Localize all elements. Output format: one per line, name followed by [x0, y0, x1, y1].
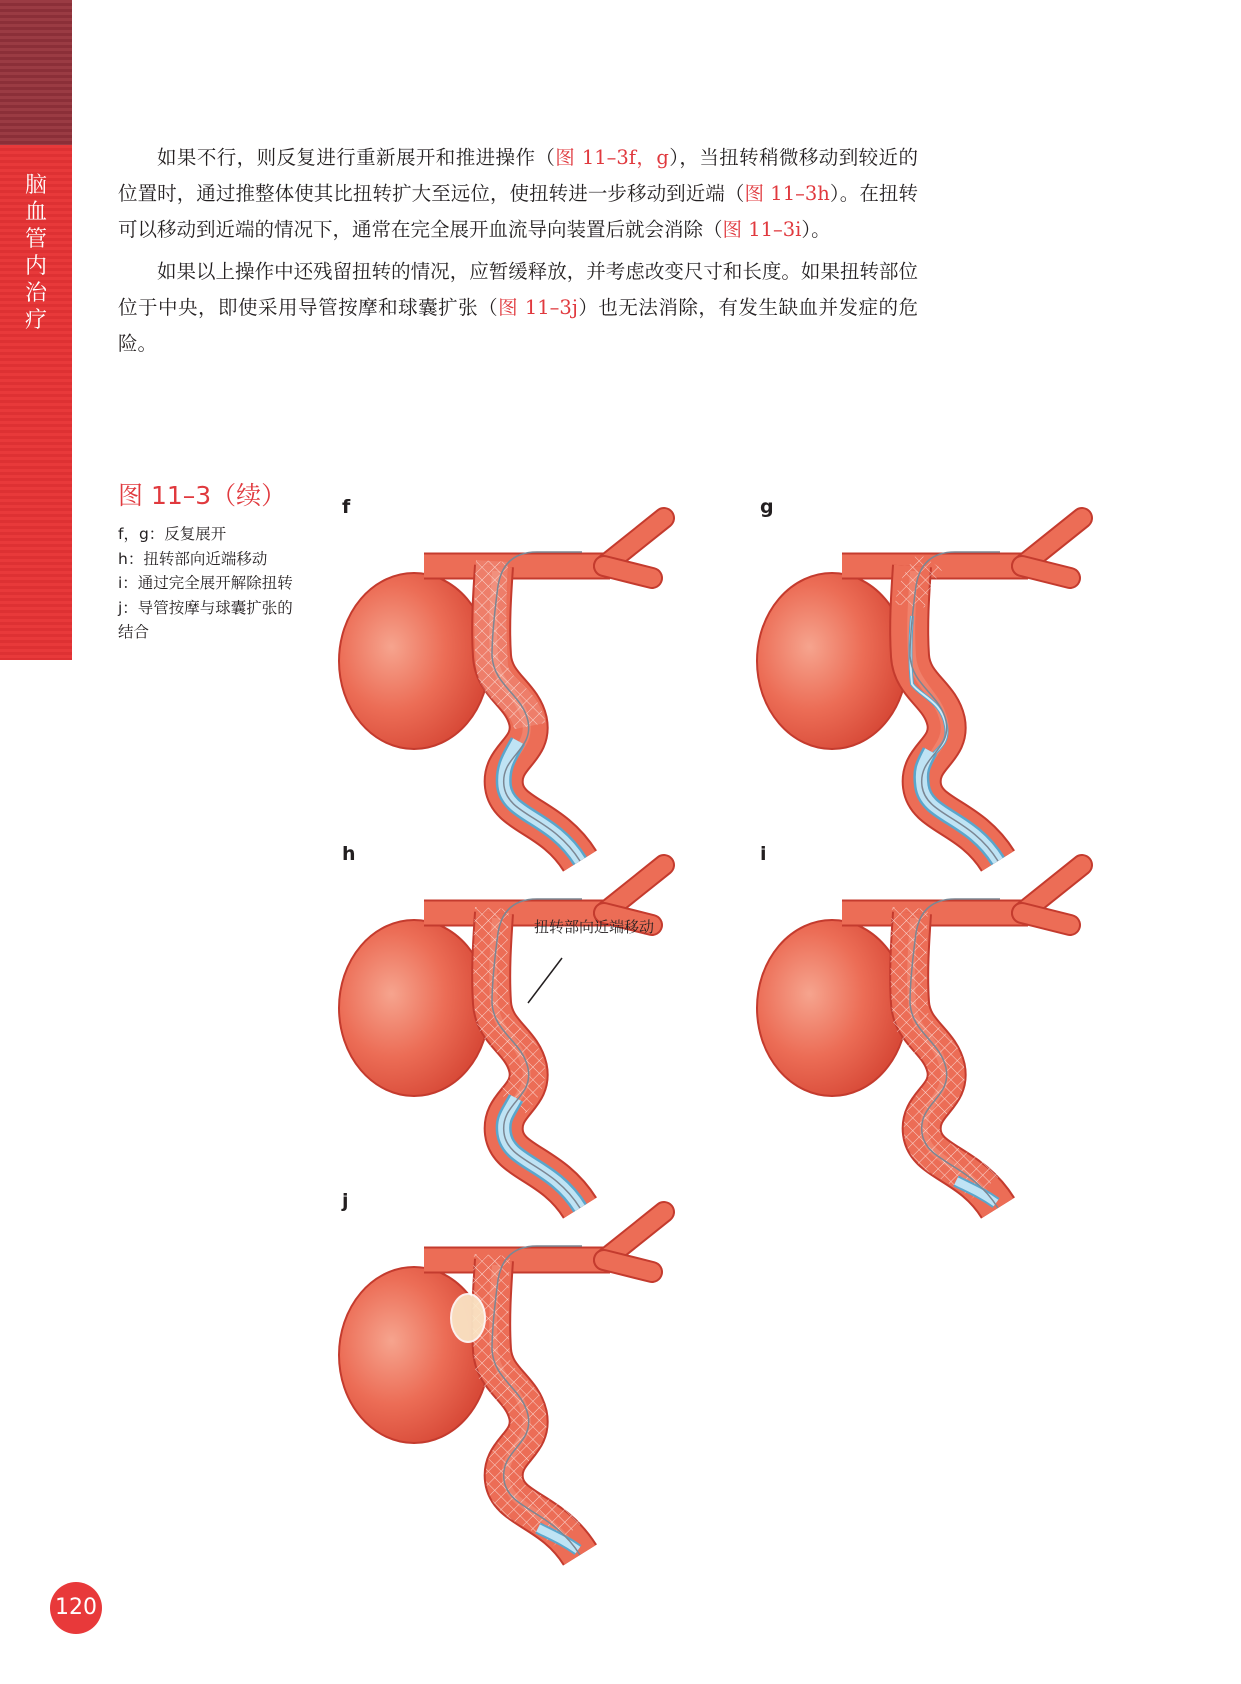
- illustration-i: [760, 843, 1140, 1183]
- callout-line: [528, 958, 562, 1003]
- panel-letter: h: [342, 843, 356, 865]
- caption-item: j：导管按摩与球囊扩张的结合: [118, 598, 293, 641]
- caption-item: f，g：反复展开: [118, 525, 227, 543]
- paragraph-1: [118, 140, 918, 248]
- panel-letter: g: [760, 496, 774, 518]
- caption-item: h：扭转部向近端移动: [118, 549, 268, 568]
- caption-list: [118, 522, 293, 645]
- body-text: [118, 140, 918, 362]
- side-tab-top: [0, 0, 72, 145]
- figure-ref[interactable]: 图 11–3h: [744, 182, 830, 205]
- illustration-g: [760, 496, 1140, 836]
- text-run: 如果不行，则反复进行重新展开和推进操作（: [157, 146, 556, 169]
- text-run: 如果以上操作中还残留扭转的情况，应暂缓释放，并考虑改变尺寸和长度。如果扭转部位位于中央，即使采用导管按摩和球囊扩张（: [118, 260, 918, 319]
- figure-ref[interactable]: 图 11–3i: [722, 218, 802, 241]
- side-tab-label: 脑血管内治疗: [24, 173, 47, 333]
- text-run: ）也无法消除，有发生缺血并发症的危险。: [118, 296, 918, 355]
- panel-letter: f: [342, 496, 351, 518]
- panel-j: [342, 1190, 722, 1530]
- caption-title: 图 11–3（续）: [118, 481, 287, 510]
- illustration-j: [342, 1190, 722, 1530]
- text-run: ）。: [801, 218, 831, 241]
- balloon: [451, 1294, 485, 1342]
- panel-g: [760, 496, 1140, 836]
- paragraph-2: [118, 254, 918, 362]
- text-run: ），当扭转稍微移动到较近的位置时，通过推整体使其比扭转扩大至远位，使扭转进一步移动到近端（: [118, 146, 918, 205]
- panel-f: [342, 496, 722, 836]
- caption-item: i：通过完全展开解除扭转: [118, 574, 293, 592]
- page-number: 120: [50, 1582, 102, 1634]
- panel-h: [342, 843, 722, 1183]
- callout-label: 扭转部向近端移动: [534, 918, 655, 936]
- illustration-h: [342, 843, 722, 1183]
- text-run: ）。在扭转可以移动到近端的情况下，通常在完全展开血流导向装置后就会消除（: [118, 182, 918, 241]
- figure-ref[interactable]: 图 11–3f，g: [555, 146, 669, 169]
- figure-caption: [118, 476, 293, 645]
- figure-ref[interactable]: 图 11–3j: [498, 296, 578, 319]
- illustration-f: [342, 496, 722, 836]
- panel-i: [760, 843, 1140, 1183]
- panel-letter: j: [342, 1190, 349, 1212]
- panel-letter: i: [760, 843, 767, 865]
